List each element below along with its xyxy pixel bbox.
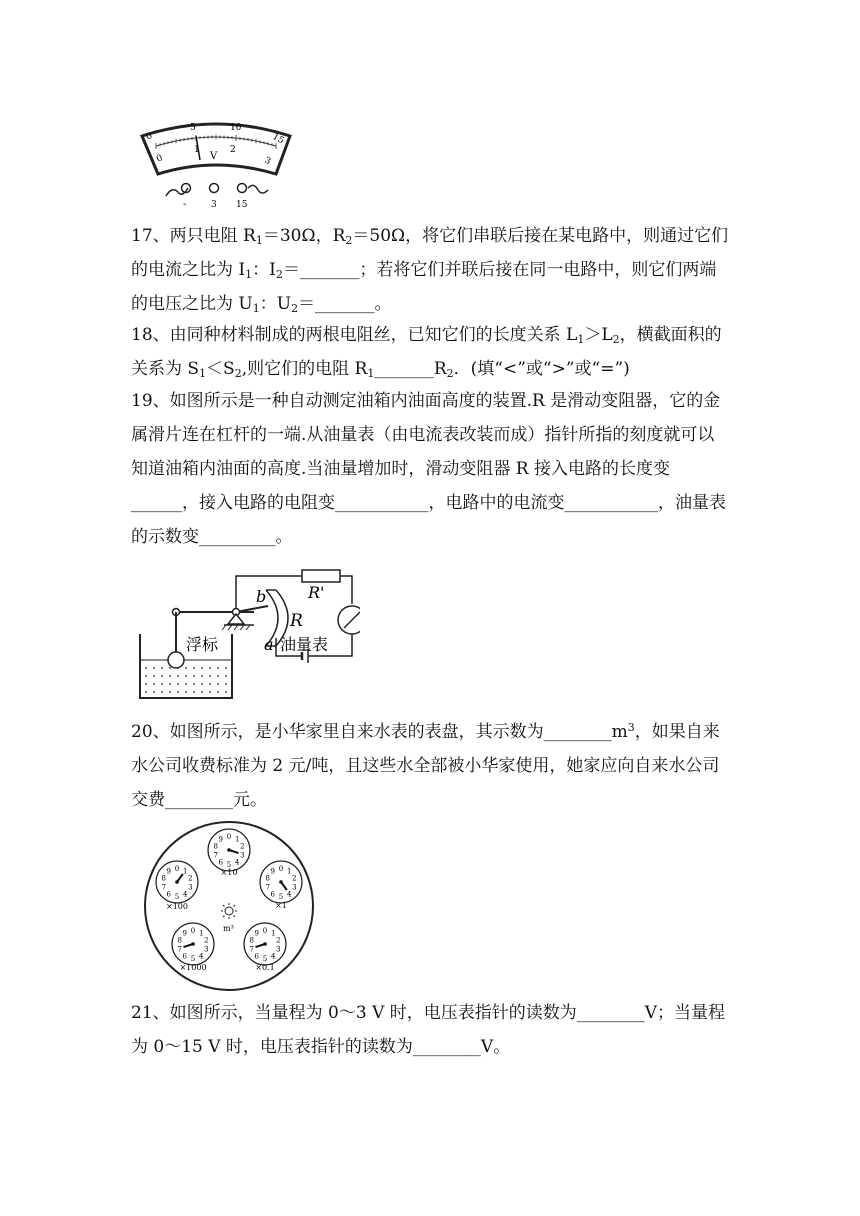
dial-digit: 6 [182,952,188,961]
terminal-15: 15 [236,200,248,210]
dial-digit: 2 [276,936,281,945]
dial-digit: 5 [278,893,284,901]
label-r: R [290,611,303,631]
scale-upper-10: 10 [230,123,242,133]
dial-digit: 8 [249,936,254,945]
scale-upper-15: 15 [270,131,286,147]
dial-digit: 4 [234,858,240,867]
dial-digit: 2 [292,874,297,883]
scale-upper-5: 5 [190,123,196,133]
dial-digit: 5 [226,861,232,869]
question-18: 18、由同种材料制成的两根电阻丝，已知它们的长度关系 $L_1>L_2$，横截面积的关系为 $S_1<S_2$,则它们的电阻 $R_1\_\_\_\_\_\_\_R_2$．(填“<”或“>”或“=”) [131,325,722,380]
dial-digit: 1 [270,929,276,938]
dial-digit: 7 [213,851,218,860]
dial-digit: 8 [161,874,166,883]
dial-digit: 0 [262,927,268,935]
terminal-minus: - [183,199,187,210]
dial-digit: 9 [166,867,172,876]
water-meter-figure [143,820,315,992]
dial-digit: 9 [270,867,276,876]
label-b: b [256,587,267,606]
dial-digit: 4 [182,890,188,899]
dial-digit: 8 [177,936,182,945]
dial-digit: 6 [254,952,260,961]
dial-digit: 0 [226,833,232,841]
dial-digit: 2 [204,936,209,945]
dial-digit: 5 [190,955,196,963]
dial-digit: 7 [265,883,270,892]
dial-digit: 0 [190,927,196,935]
question-21: 21、如图所示，当量程为 0～3 V 时，电压表指针的读数为________V；当量程为 0～15 V 时，电压表指针的读数为________V。 [131,1003,726,1057]
scale-lower-2: 2 [230,145,236,155]
dial-digit: 3 [292,883,297,892]
scale-lower-0: 0 [155,153,165,165]
dial-digit: 6 [218,858,224,867]
dial-digit: 8 [265,874,270,883]
scale-lower-3: 3 [262,155,273,168]
dial-digit: 7 [161,883,166,892]
scale-lower-1: 1 [194,145,200,155]
dial-digit: 2 [188,874,193,883]
voltmeter-unit: V [210,151,218,162]
dial-digit: 5 [174,893,180,901]
label-r-prime: R' [308,583,325,602]
dial-digit: 4 [270,952,276,961]
question-19: 19、如图所示是一种自动测定油箱内油面高度的装置.R 是滑动变阻器，它的金属滑片连在杠杆的一端.从油量表（由电流表改装而成）指针所指的刻度就可以知道油箱内油面的高度.当油量增加时，滑动变阻器 R 接入电路的长度变______，接入电路的电阻变___________，电路中的电流变___________，油量表的示数变_________。 [131,391,726,547]
dial-digit: 4 [286,890,292,899]
dial-digit: 7 [249,945,254,954]
dial-digit: 2 [240,842,245,851]
question-20: 20、如图所示，是小华家里自来水表的表盘，其示数为$\_\_\_\_\_\_\_\_m^3$，如果自来水公司收费标准为 2 元/吨，且这些水全部被小华家使用，她家应向自来水公司交费________元。 [131,721,720,810]
dial-digit: 0 [278,865,284,873]
dial-digit: 4 [198,952,204,961]
dial-digit: 8 [213,842,218,851]
dial-digit: 1 [234,835,240,844]
dial-digit: 9 [182,929,188,938]
dial-digit: 3 [276,945,281,954]
dial-digit: 3 [204,945,209,954]
scale-upper-0: 0 [144,131,155,143]
dial-digit: 0 [174,865,180,873]
dial-multiplier: ×0.1 [255,963,275,972]
label-float: 浮标 [186,635,219,654]
label-gauge: 油量表 [280,635,329,654]
dial-digit: 1 [182,867,188,876]
dial-multiplier: ×1 [275,901,287,910]
question-17: 17、两只电阻 $R_1=30\Omega$，$R_2=50\Omega$，将它们串联后接在某电路中，则通过它们的电流之比为 $I_1$：$I_2=\_\_\_\_\_\_\_$；若将它们并联后接在同一电路中，则它们两端的电压之比为 $U_1$：$U_2=\_\_\_\_\_\_\_$。 [131,226,729,315]
dial-digit: 6 [166,890,172,899]
dial-digit: 9 [218,835,224,844]
voltmeter-figure [136,112,296,212]
dial-digit: 6 [270,890,276,899]
dial-digit: 5 [262,955,268,963]
dial-digit: 3 [240,851,245,860]
dial-digit: 3 [188,883,193,892]
dial-digit: 1 [198,929,204,938]
label-a: a [264,635,274,654]
oil-gauge-figure [130,568,360,703]
water-meter-unit: m³ [223,924,234,933]
terminal-3: 3 [211,200,217,210]
dial-multiplier: ×1000 [179,963,207,972]
dial-multiplier: ×100 [166,902,188,911]
dial-digit: 1 [286,867,292,876]
dial-digit: 7 [177,945,182,954]
dial-digit: 9 [254,929,260,938]
dial-multiplier: ×10 [220,868,238,877]
